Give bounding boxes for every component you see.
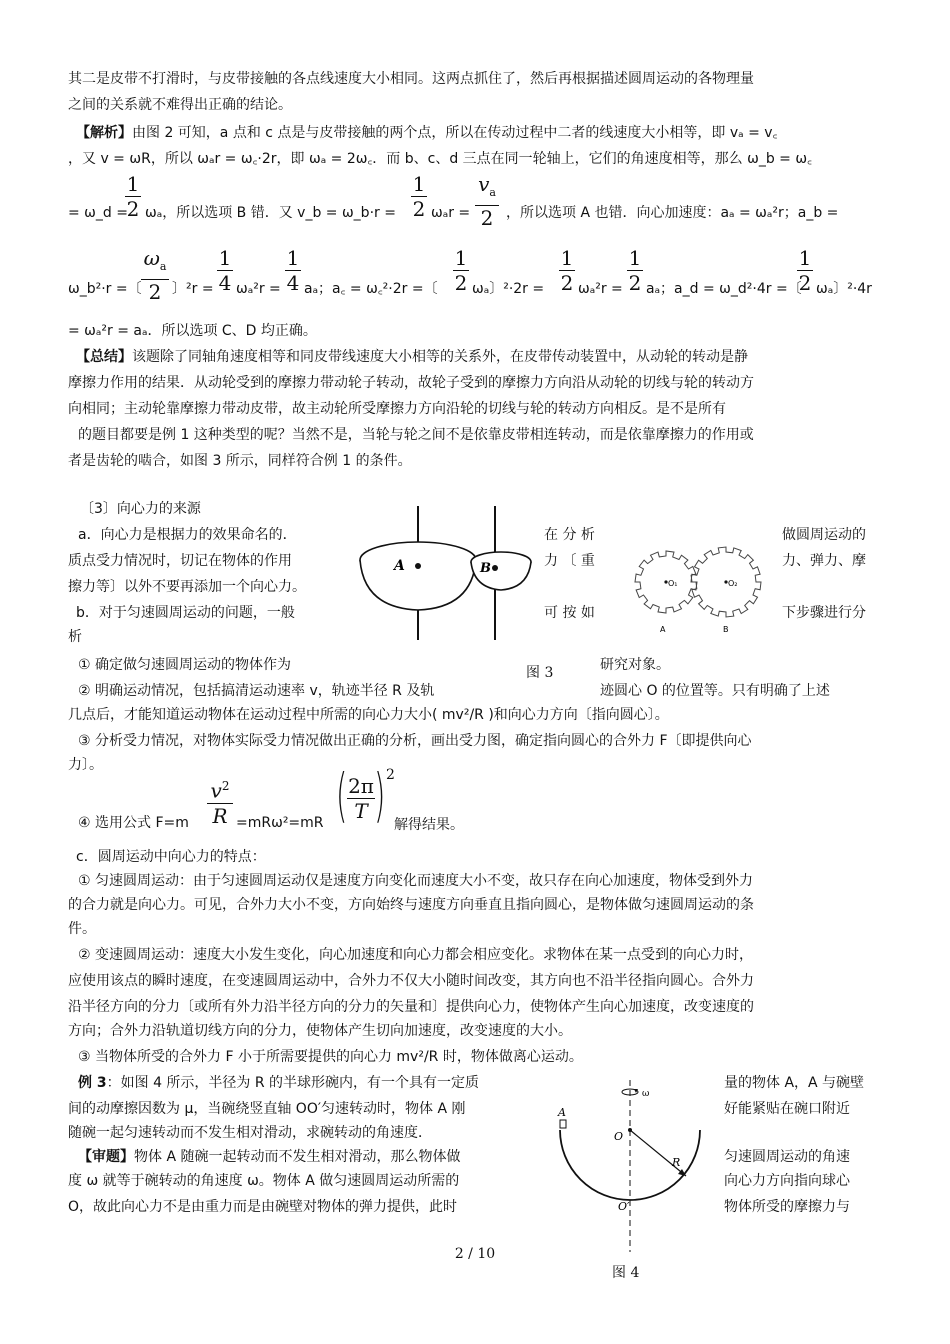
section-heading: 〔3〕向心力的来源 — [80, 501, 201, 517]
text-span: ，所以选项 A 也错．向心加速度：aₐ = ωₐ²r；a_b = — [506, 205, 839, 221]
text-span: ωₐ²r = — [578, 281, 623, 297]
page-number: 2 / 10 — [454, 1246, 496, 1262]
text-span: 做圆周运动的 — [782, 527, 866, 543]
analysis-paragraph — [76, 122, 777, 144]
fig4-omega: ω — [642, 1089, 650, 1099]
analysis-label: 【解析】 — [76, 125, 132, 141]
fraction-quarter: 1 4 — [218, 246, 232, 295]
text-line: 者是齿轮的啮合，如图 3 所示，同样符合例 1 的条件。 — [68, 453, 412, 469]
figure3-gears-diagram — [628, 540, 778, 640]
text-span: 质点受力情况时，切记在物体的作用 — [68, 553, 292, 569]
fraction-quarter: 1 4 — [286, 246, 300, 295]
text-span: 析 — [68, 629, 82, 645]
fig4-label-o-prime: O′ — [618, 1200, 630, 1213]
fraction-half: 1 2 — [628, 246, 642, 295]
text-span: 由图 2 可知，a 点和 c 点是与皮带接触的两个点，所以在传动过程中二者的线速度大小相等，即 vₐ = v꜀ — [132, 125, 778, 141]
text-line: 沿半径方向的分力〔或所有外力沿半径方向的分力的矢量和〕提供向心力，使物体产生向心加速度，改变速度的 — [68, 999, 754, 1015]
text-line: ，又 v = ωR，所以 ωₐr = ω꜀·2r，即 ωₐ = 2ω꜀．而 b、c、d 三点在同一轮轴上，它们的角速度相等，那么 ω_b = ω꜀ — [68, 151, 812, 167]
text-span: ：如图 4 所示，半径为 R 的半球形碗内，有一个具有一定质 — [106, 1075, 480, 1091]
text-line: 向相同；主动轮靠摩擦力带动皮带，故主动轮所受摩擦力方向沿轮的切线与轮的转动方向相反。是不是所有 — [68, 401, 726, 417]
text-span: 下步骤进行分 — [782, 605, 866, 621]
paren-left: ( — [336, 761, 348, 829]
review-label: 【审题】 — [78, 1149, 134, 1165]
text-span: 物体 A 随碗一起转动而不发生相对滑动，那么物体做 — [134, 1149, 461, 1165]
text-line: ③ 分析受力情况，对物体实际受力情况做出正确的分析，画出受力图，确定指向圆心的合外力 F〔即提供向心 — [78, 733, 752, 749]
text-span: 在 分 析 — [544, 527, 595, 543]
text-span: 度 ω 就等于碗转动的角速度 ω。物体 A 做匀速圆周运动所需的 — [68, 1173, 460, 1189]
fig3-label-b: B — [480, 561, 491, 576]
fraction-half: 1 2 — [412, 172, 426, 221]
text-span: 量的物体 A，A 与碗壁 — [724, 1075, 865, 1091]
text-span: ωₐr = — [431, 205, 471, 221]
gear-label-o2: O₂ — [728, 579, 738, 588]
fraction-va-over-2: $v_a$ 2 — [474, 172, 500, 230]
figure3-caption: 图 3 — [526, 665, 554, 681]
text-span: 〕²r = — [172, 281, 214, 297]
text-span: O，故此向心力不是由重力而是由碗壁对物体的弹力提供，此时 — [68, 1199, 458, 1215]
text-span: ① 确定做匀速圆周运动的物体作为 — [78, 657, 292, 673]
text-span: aₐ；a_d = ω_d²·4r =〔 — [646, 281, 802, 297]
figure4-bowl-diagram — [548, 1076, 728, 1256]
text-span: 研究对象。 — [600, 657, 670, 673]
fraction-half: 1 2 — [454, 246, 468, 295]
text-line: 几点后，才能知道运动物体在运动过程中所需的向心力大小( mv²/R )和向心力方向〔指向圆心〕。 — [68, 707, 669, 723]
text-span: ωₐ²r = — [236, 281, 281, 297]
figure4-caption: 图 4 — [612, 1265, 640, 1281]
summary-paragraph — [76, 346, 748, 368]
gear-label-a: A — [660, 625, 666, 634]
fig3-label-a: A — [394, 558, 405, 574]
text-line: c．圆周运动中向心力的特点： — [76, 849, 266, 865]
fraction-wa-over-2: $\omega_a$ 2 — [140, 246, 170, 304]
text-span: 物体所受的摩擦力与 — [724, 1199, 850, 1215]
text-line: ② 变速圆周运动：速度大小发生变化，向心加速度和向心力都会相应变化。求物体在某一点受到的向心力时， — [78, 947, 753, 963]
text-line: 的合力就是向心力。可见，合外力大小不变，方向始终与速度方向垂直且指向圆心，是物体做匀速圆周运动的条 — [68, 897, 754, 913]
fraction-half: 1 2 — [798, 246, 812, 295]
text-line: 其二是皮带不打滑时，与皮带接触的各点线速度大小相同。这两点抓住了，然后再根据描述圆周运动的各物理量 — [68, 71, 754, 87]
text-span: 向心力方向指向球心 — [724, 1173, 850, 1189]
summary-label: 【总结】 — [76, 349, 132, 365]
text-span: 间的动摩擦因数为 μ，当碗绕竖直轴 OO′匀速转动时，物体 A 刚 — [68, 1101, 466, 1117]
text-span: ω_b²·r =〔 — [68, 281, 142, 297]
text-span: 解得结果。 — [394, 817, 464, 833]
text-span: =mRω²=mR — [236, 815, 324, 831]
text-span: 随碗一起匀速转动而不发生相对滑动，求碗转动的角速度． — [68, 1125, 432, 1141]
text-span: aₐ；a꜀ = ω꜀²·2r =〔 — [304, 281, 438, 297]
fig4-label-o: O — [614, 1130, 624, 1143]
text-span: a．向心力是根据力的效果命名的． — [78, 527, 297, 543]
gear-label-b: B — [723, 625, 729, 634]
exponent: 2 — [386, 767, 395, 783]
example3-label: 例 3 — [78, 1075, 107, 1091]
fig4-label-a: A — [558, 1106, 566, 1119]
fraction-v2-over-R: $v^2$ R — [206, 774, 234, 828]
text-span: 可 按 如 — [544, 605, 595, 621]
fraction-2pi-over-T: 2π T — [348, 774, 374, 823]
text-line: 力〕。 — [68, 757, 103, 773]
text-span: ωₐ〕²·4r — [816, 281, 872, 297]
text-span: ④ 选用公式 F=m — [78, 815, 189, 831]
text-span: 好能紧贴在碗口附近 — [724, 1101, 850, 1117]
text-span: 擦力等〕以外不要再添加一个向心力。 — [68, 579, 306, 595]
example3-paragraph — [78, 1072, 479, 1094]
text-line: = ωₐ²r = aₐ．所以选项 C、D 均正确。 — [68, 323, 317, 339]
text-span: b．对于匀速圆周运动的问题，一般 — [76, 605, 295, 621]
text-line: 应使用该点的瞬时速度，在变速圆周运动中，合外力不仅大小随时间改变，其方向也不沿半径指向圆心。合外力 — [68, 973, 754, 989]
text-line: 的题目都要是例 1 这种类型的呢？当然不是，当轮与轮之间不是依靠皮带相连转动，而是依靠摩擦力的作用或 — [78, 427, 754, 443]
text-line: 方向；合外力沿轨道切线方向的分力，使物体产生切向加速度，改变速度的大小。 — [68, 1023, 572, 1039]
paren-right: ) — [374, 761, 386, 829]
gear-label-o1: O₁ — [668, 579, 678, 588]
text-span: 迹圆心 O 的位置等。只有明确了上述 — [600, 683, 830, 699]
text-line: 之间的关系就不难得出正确的结论。 — [68, 97, 292, 113]
fraction-half: 1 2 — [560, 246, 574, 295]
text-span: 力、弹力、摩 — [782, 553, 866, 569]
figure3-bowls-diagram — [356, 500, 536, 642]
text-span: 匀速圆周运动的角速 — [724, 1149, 850, 1165]
fig4-label-r: R — [672, 1156, 681, 1169]
text-span: ② 明确运动情况，包括搞清运动速率 v，轨迹半径 R 及轨 — [78, 683, 435, 699]
text-span: = ω_d = — [68, 205, 128, 221]
text-span: ωₐ，所以选项 B 错．又 v_b = ω_b·r = — [145, 205, 396, 221]
review-paragraph — [78, 1146, 460, 1168]
text-span: 该题除了同轴角速度相等和同皮带线速度大小相等的关系外，在皮带传动装置中，从动轮的转动是静 — [132, 349, 748, 365]
text-line: 件。 — [68, 921, 96, 937]
text-line: 摩擦力作用的结果．从动轮受到的摩擦力带动轮子转动，故轮子受到的摩擦力方向沿从动轮的切线与轮的转动方 — [68, 375, 754, 391]
text-span: 力 〔 重 — [544, 553, 595, 569]
text-line: ③ 当物体所受的合外力 F 小于所需要提供的向心力 mv²/R 时，物体做离心运动。 — [78, 1049, 583, 1065]
fraction-half: 1 2 — [126, 172, 140, 221]
text-line: ① 匀速圆周运动：由于匀速圆周运动仅是速度方向变化而速度大小不变，故只存在向心加速度，物体受到外力 — [78, 873, 753, 889]
text-span: ωₐ〕²·2r = — [472, 281, 545, 297]
